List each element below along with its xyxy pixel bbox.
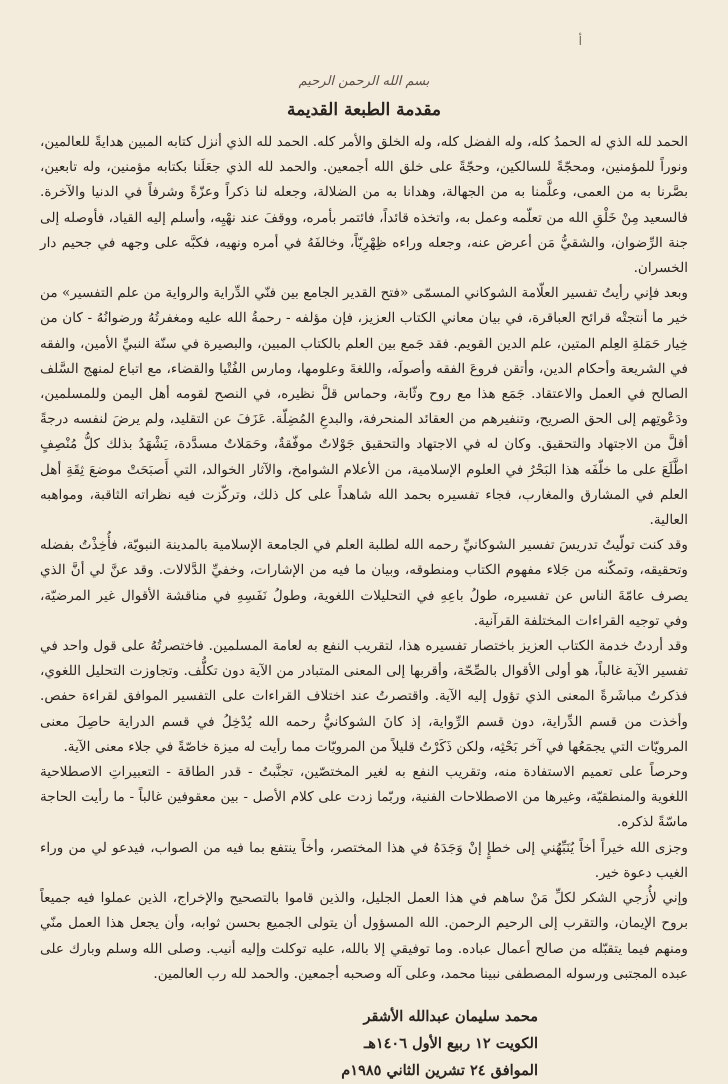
date-gregorian: الموافق ٢٤ تشرين الثاني ١٩٨٥م [341, 1061, 538, 1079]
date-hijri: الكويت ١٢ ربيع الأول ١٤٠٦هـ [363, 1034, 538, 1052]
paragraph-7: وإني لأُزجي الشكر لكلِّ مَنْ ساهم في هذا العمل الجليل، والذين قاموا بالتصحيح والإخراج، الذين عملوا فيه جميعاً بروح الإيمان، والتقرب إلى الرحيم الرحمن. الله المسؤول أن يتولى الجميع بحسن ثوابه، وأن يجعل هذا العمل منّي ومنهم فيما يتقبّله من صالح أعمال عباده. وما توفيقي إلا بالله، عليه توكلت وإليه أنيب. وصلى الله وسلم وبارك على عبده المجتبى ورسوله المصطفى نبينا محمد، وعلى آله وصحبه أجمعين. والحمد لله رب العالمين. [40, 890, 688, 982]
paragraph-1: الحمد لله الذي له الحمدُ كله، وله الفضل كله، وله الخلق والأمر كله. الحمد لله الذي أنزل كتابه المبين هدايةً للعالمين، ونوراً للمؤمنين، ومحجّةً للسالكين، وحجّةً على خلق الله أجمعين. والحمد لله الذي جعَلَنا بكتابه مؤمنين، وله تابعين، بصَّرنا به من العمى، وعلَّمنا به من الجهالة، وهدانا به من الضلالة، وجعله لنا ذكراً وعزّةً وشرفاً في الدنيا والآخرة. فالسعيد مِنْ خَلْقِ الله من تعلّمه وعمل به، واتخذه قائداً، فائتمر بأمره، ووقفَ عند نهْيِه، وأسلم إليه القياد، فأوصله إلى جنة الرِّضوان، والشقيُّ مَن أعرض عنه، وجعله وراءه ظِهْرِيّاً، وخالفَهُ في أمره ونهيه، فكبَّه على وجهه في جحيم دار الخسران. [40, 134, 688, 277]
page-marker: أ [578, 34, 582, 48]
basmala-ornament: بسم الله الرحمن الرحيم [298, 74, 430, 89]
paragraph-6: وجزى الله خيراً أخاً يُنَبِّهُني إلى خطإٍ إنْ وَجَدَهُ في هذا المختصر، وأخاً ينتفع بما فيه من الصواب، فيدعو لي من وراء الغيب دعوة خير. [40, 839, 688, 881]
paragraph-5: وحرصاً على تعميم الاستفادة منه، وتقريب النفع به لغير المختصّين، تجنَّبتُ - قدر الطاقة - التعبيراتِ الاصطلاحية اللغوية والمنطقيّة، وغيرها من الاصطلاحات الفنية، وربّما زدت على كلام الأصل - بين معقوفين غالباً - ما رأيت الحاجة ماسّةً لذكره. [40, 764, 688, 831]
paragraph-3: وقد كنت تولّيتُ تدريسَ تفسير الشوكانيِّ رحمه الله لطلبة العلم في الجامعة الإسلامية بالمدينة النبويّة، فأُخِذْتُ بفضله وتحقيقه، وتمكّنه من جَلاء مفهوم الكتاب ومنطوقه، وبيان ما فيه من الإشارات، وخفيِّ الدَّلالات. وقد عنَّ لي أنَّ الذي يصرف عامّةَ الناس عن تفسيره، طولُ باعِهِ في التحليلات اللغوية، وطولُ نَفَسِهِ في مناقشة الأقوال غير المرضيّة، وفي توجيه القراءات المختلفة القرآنية. [40, 537, 688, 629]
author-name: محمد سليمان عبدالله الأشقر [363, 1007, 538, 1025]
page-title: مقدمة الطبعة القديمة [286, 100, 442, 120]
paragraph-2: وبعد فإني رأيتُ تفسير العلّامة الشوكاني المسمّى «فتح القدير الجامع بين فنّي الدِّراية والرواية من علم التفسير» من خير ما أنتجتْه قرائح العباقرة، في بيان معاني الكتاب العزيز، فإن مؤلفه - رحمةُ الله عليه ومغفرتُهُ ورضوانُهُ - كان من خِيار حَمَلةِ العِلم المتين، علم الدين القويم. فقد جَمع بين العلم بالكتاب المبين، والبصيرة في سنّة النبيِّ الأمين، والفقه في الشريعة وأحكام الدين، وأتقن فروعَ الفقه وأصولَه، واللغةَ وعلومها، ومارس الفُتْيا والقضاء، مع اتباع لمنهج السَّلف الصالح في العمل والاعتقاد. جَمَع هذا مع روح وثّابة، وحماس قلَّ نظيره، في النصح لقومه أهل اليمن وللمسلمين، ودَعْوتِهم إلى الحق الصريح، وتنفيرهم من العقائد المنحرفة، والبدعِ المُضِلّة. عَزَفَ عن التقليد، ولم يرضَ لنفسه درجةً أقلَّ من الاجتهاد والتحقيق. وكان له في الاجتهاد والتحقيق جَوْلاتٌ موفّقةٌ، وحَمَلاتٌ مسدَّدة، يَشْهَدُ بذلك كلُّ مُنْصِفٍ اطَّلَعَ على ما خلّفَه هذا البَحْرُ في العلوم الإسلامية، من الأعلام الشوامخ، والآثار الخوالد، التي أَصبَحَتْ موضعَ ثِقَةِ أهل العلم في المشارق والمغارب، فجاء تفسيره بحمد الله شاهداً على كل ذلك، وتركّزت فيه نظراته الثاقبة، ومواهبه العالية. [40, 285, 688, 529]
paragraph-4: وقد أردتُ خدمة الكتاب العزيز باختصار تفسيره هذا، لتقريب النفع به لعامة المسلمين. فاختصرتُهُ على قول واحد في تفسير الآية غالباً، هو أولى الأقوال بالصِّحّة، وأقربها إلى المعنى المتبادر من الآية دون تكلُّف. وتجاوزت التحليل اللغوي، فذكرتُ مباشَرةً المعنى الذي تؤول إليه الآية. واقتصرتُ عند اختلاف القراءات على التفسير الموافق لقراءة حفص. وأخذت من قسم الدِّراية، دون قسم الرِّواية، إذ كانَ الشوكانيُّ رحمه الله يُدْخِلُ في قسم الدراية حاصِلَ معنى المرويّات التي يجمَعُها في آخر بَحْثِه، ولكن ذَكَرْتُ قليلاً من المرويّات مما رأيت له ميزة خاصّةً في جلاء معنى الآية. [40, 638, 688, 755]
signature-block [40, 1003, 538, 1084]
